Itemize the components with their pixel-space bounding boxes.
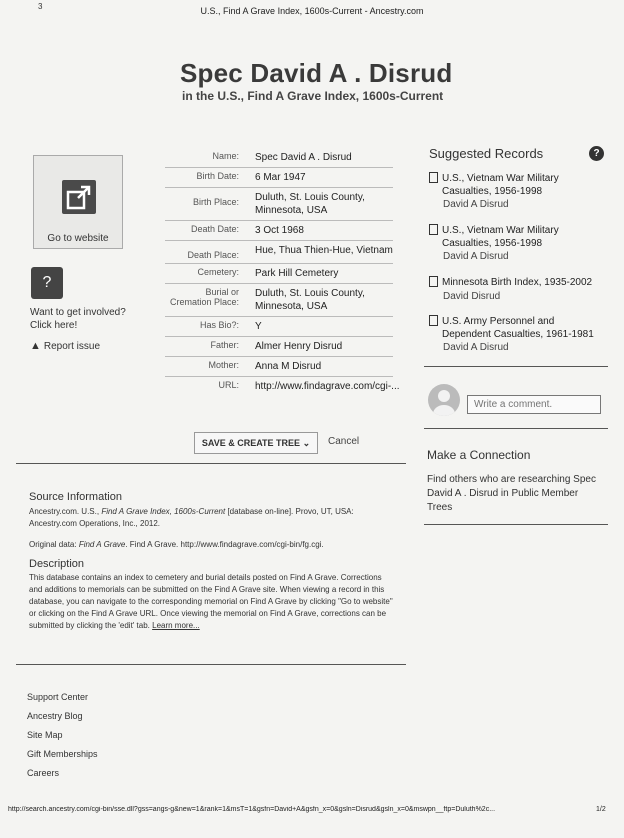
fact-row-has-bio: [165, 317, 393, 337]
record-facts-table: [165, 148, 400, 396]
fact-value: Y: [255, 321, 262, 332]
external-link-icon: [62, 180, 96, 214]
suggested-record[interactable]: [429, 224, 605, 263]
fact-row-burial-place: [165, 284, 393, 317]
print-footer-page: 1/2: [596, 806, 606, 813]
source-text-suffix: [database on-line]. Provo, UT, USA: Ancestry.com Operations, Inc., 2012.: [29, 507, 354, 528]
get-involved-link[interactable]: Want to get involved? Click here!: [30, 307, 126, 331]
source-text-prefix: Ancestry.com. U.S.,: [29, 507, 102, 516]
report-issue-label: Report issue: [43, 341, 101, 352]
page-title: Spec David A . Disrud: [180, 58, 453, 88]
suggested-record-title[interactable]: Minnesota Birth Index, 1935-2002: [442, 277, 593, 288]
document-icon: [429, 224, 438, 235]
divider: [424, 524, 608, 525]
suggested-record[interactable]: [429, 276, 605, 303]
go-to-website-button[interactable]: [33, 155, 123, 249]
go-to-website-label: Go to website: [47, 233, 109, 244]
fact-value: Duluth, St. Louis County, Minnesota, USA: [255, 288, 365, 312]
chevron-down-icon: ⌄: [302, 438, 311, 448]
original-data: [29, 540, 399, 549]
source-text-italic: Find A Grave Index, 1600s-Current: [101, 507, 226, 516]
save-create-tree-button[interactable]: [194, 432, 318, 454]
fact-label: Death Place:: [187, 250, 239, 260]
learn-more-link[interactable]: Learn more...: [152, 621, 200, 630]
fact-value: 6 Mar 1947: [255, 172, 306, 183]
suggested-record[interactable]: [429, 172, 605, 211]
fact-row-cemetery: [165, 264, 393, 284]
fact-row-mother: [165, 357, 393, 377]
suggested-record-name: David A Disrud: [443, 342, 509, 353]
divider: [16, 664, 406, 665]
fact-label: Death Date:: [190, 224, 239, 234]
suggested-record-name: David A Disrud: [443, 199, 509, 210]
suggested-record-name: David Disrud: [443, 291, 501, 302]
fact-value: Spec David A . Disrud: [255, 152, 352, 163]
suggested-record-name: David A Disrud: [443, 251, 509, 262]
comment-input[interactable]: [467, 395, 601, 414]
document-icon: [429, 172, 438, 183]
fact-label: Birth Place:: [192, 197, 239, 207]
page-subtitle[interactable]: in the U.S., Find A Grave Index, 1600s-Current: [182, 89, 444, 103]
original-italic: Find A Grave: [78, 540, 126, 549]
save-button-label: SAVE & CREATE TREE: [201, 438, 301, 448]
footer-link-site-map[interactable]: Site Map: [27, 730, 63, 740]
original-prefix: Original data:: [29, 540, 79, 549]
user-silhouette-icon: [428, 384, 460, 416]
fact-row-name: [165, 148, 393, 168]
fact-value: 3 Oct 1968: [255, 225, 304, 236]
print-footer-url: http://search.ancestry.com/cgi-bin/sse.dll?gss=angs-g&new=1&rank=1&msT=1&gsfn=David+A&gsfn_x=0&gsln=Disrud&gsln_x=0&mswpn__ftp=Duluth%2c...: [8, 806, 496, 813]
fact-value: Anna M Disrud: [255, 361, 322, 372]
document-icon: [429, 315, 438, 326]
footer-link-support-center[interactable]: Support Center: [27, 692, 89, 702]
footer-link-gift-memberships[interactable]: Gift Memberships: [27, 749, 98, 759]
cancel-button[interactable]: Cancel: [328, 436, 360, 447]
fact-label: Burial or Cremation Place:: [169, 287, 239, 307]
fact-value: Hue, Thua Thien-Hue, Vietnam: [255, 245, 393, 256]
suggested-record-title[interactable]: U.S. Army Personnel and Dependent Casualties, 1961-1981: [442, 316, 594, 340]
fact-value: Duluth, St. Louis County, Minnesota, USA: [255, 192, 365, 216]
warning-icon: ▲: [30, 340, 41, 352]
fact-value: Park Hill Cemetery: [255, 268, 339, 279]
fact-row-birth-date: [165, 168, 393, 188]
findagrave-url-link[interactable]: http://www.findagrave.com/cgi-...: [255, 381, 400, 392]
suggested-record[interactable]: [429, 315, 605, 354]
make-connection-link[interactable]: Find others who are researching Spec David A . Disrud in Public Member Trees: [427, 474, 596, 513]
divider: [16, 463, 406, 464]
fact-label: URL:: [218, 380, 239, 390]
print-header-title: U.S., Find A Grave Index, 1600s-Current - Ancestry.com: [200, 6, 424, 16]
help-icon[interactable]: ?: [589, 146, 604, 161]
fact-row-birth-place: [165, 188, 393, 221]
avatar: [428, 384, 460, 416]
description-text: [29, 572, 395, 632]
make-connection-title: Make a Connection: [427, 448, 531, 462]
footer-links: [27, 688, 98, 783]
report-issue-link[interactable]: [30, 340, 100, 352]
fact-value: Almer Henry Disrud: [255, 341, 343, 352]
divider: [424, 428, 608, 429]
description-title: Description: [29, 558, 85, 570]
source-information-title: Source Information: [29, 491, 122, 503]
original-suffix: . Find A Grave. http://www.findagrave.com/cgi-bin/fg.cgi.: [125, 540, 324, 549]
fact-row-death-place: [165, 241, 393, 264]
fact-row-father: [165, 337, 393, 357]
suggested-records-title: Suggested Records: [429, 146, 544, 161]
suggested-record-title[interactable]: U.S., Vietnam War Military Casualties, 1956-1998: [442, 225, 559, 249]
fact-label: Mother:: [208, 360, 239, 370]
fact-label: Has Bio?:: [199, 320, 239, 330]
fact-row-url: [165, 377, 400, 396]
source-citation: [29, 506, 389, 530]
document-icon: [429, 276, 438, 287]
divider: [424, 366, 608, 367]
fact-row-death-date: [165, 221, 393, 241]
description-body: This database contains an index to cemetery and burial details posted on Find A Grave. Corrections and additions to memorials can be submitted on the Find A Grave site. When viewing a record in this database, you can navigate to the corresponding memorial on Find A Grave by clicking "Go to website" or clicking on the Find A Grave URL. Once viewing the memorial on Find A Grave, corrections can be submitted by clicking the 'edit' tab.: [29, 573, 393, 630]
suggested-record-title[interactable]: U.S., Vietnam War Military Casualties, 1956-1998: [442, 173, 559, 197]
fact-label: Name:: [212, 151, 239, 161]
get-involved-icon[interactable]: ?: [31, 267, 63, 299]
fact-label: Birth Date:: [196, 171, 239, 181]
fact-label: Cemetery:: [197, 267, 239, 277]
footer-link-careers[interactable]: Careers: [27, 768, 60, 778]
print-page-number: 3: [38, 2, 43, 11]
fact-label: Father:: [210, 340, 239, 350]
footer-link-ancestry-blog[interactable]: Ancestry Blog: [27, 711, 83, 721]
